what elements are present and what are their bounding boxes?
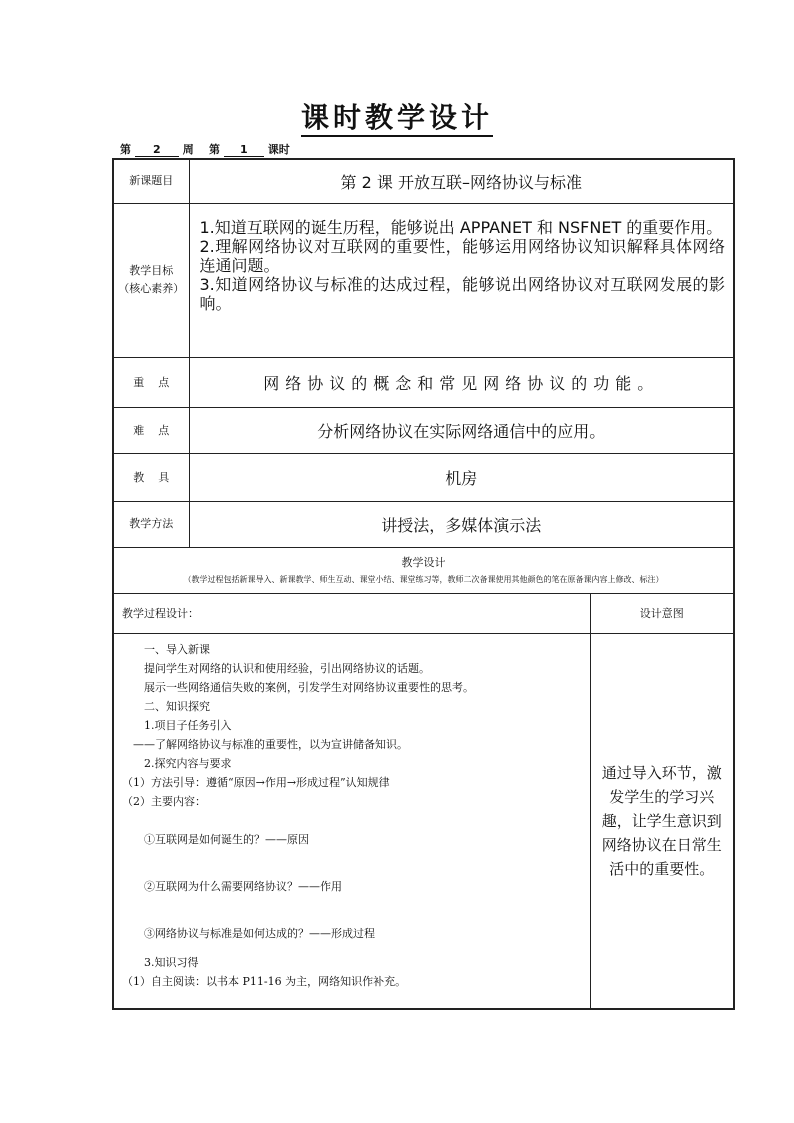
key-point-value: 网络协议的概念和常见网络协议的功能。 [189, 357, 734, 407]
intent-header: 设计意图 [590, 593, 734, 633]
row-topic [113, 159, 734, 203]
process-line: （2）主要内容： [122, 794, 206, 808]
key-point-label: 重点 [113, 357, 189, 407]
row-process-body [113, 633, 734, 1009]
method-value: 讲授法，多媒体演示法 [189, 501, 734, 547]
goal-item: 2.理解网络协议对互联网的重要性，能够运用网络协议知识解释具体网络连通问题。 [199, 236, 726, 275]
week-period-line [120, 141, 290, 157]
design-note: （教学过程包括新课导入、新课教学、师生互动、课堂小结、课堂练习等，教师二次备课使用其他颜色的笔在原备课内容上修改、标注） [183, 575, 664, 584]
design-heading-cell [113, 547, 734, 593]
process-line: 一、导入新课 [122, 642, 210, 656]
process-line: ——了解网络协议与标准的重要性，以为宣讲储备知识。 [122, 737, 408, 751]
process-line: 3.知识习得 [122, 955, 199, 969]
goals-label-line1: 教学目标 [129, 264, 174, 278]
page-title: 课时教学设计 [0, 96, 794, 136]
process-line: （1）自主阅读：以书本 P11-16 为主，网络知识作补充。 [122, 974, 407, 988]
process-line: ②互联网为什么需要网络协议？——作用 [122, 879, 342, 893]
row-process-header [113, 593, 734, 633]
row-key-point [113, 357, 734, 407]
row-goals [113, 203, 734, 357]
lesson-plan-table [112, 158, 735, 1010]
process-line: 提问学生对网络的认识和使用经验，引出网络协议的话题。 [122, 661, 430, 675]
goal-item: 3.知道网络协议与标准的达成过程，能够说出网络协议对互联网发展的影响。 [199, 274, 726, 313]
process-line: 二、知识探究 [122, 699, 210, 713]
process-content [113, 633, 590, 1009]
process-line: 展示一些网络通信失败的案例，引发学生对网络协议重要性的思考。 [122, 680, 474, 694]
method-label: 教学方法 [113, 501, 189, 547]
difficulty-value: 分析网络协议在实际网络通信中的应用。 [189, 407, 734, 453]
tools-label: 教具 [113, 453, 189, 501]
process-header: 教学过程设计： [113, 593, 590, 633]
process-line: 1.项目子任务引入 [122, 718, 232, 732]
row-design-heading [113, 547, 734, 593]
row-difficulty [113, 407, 734, 453]
tools-value: 机房 [189, 453, 734, 501]
intent-content: 通过导入环节，激发学生的学习兴趣，让学生意识到网络协议在日常生活中的重要性。 [590, 633, 734, 1009]
row-method [113, 501, 734, 547]
goals-list [189, 203, 734, 357]
period-prefix: 第 [209, 143, 221, 156]
period-suffix: 课时 [267, 143, 290, 156]
process-line: （1）方法引导：遵循“原因→作用→形成过程”认知规律 [122, 775, 390, 789]
goals-label [113, 203, 189, 357]
process-line: ①互联网是如何诞生的？——原因 [122, 832, 309, 846]
process-line: ③网络协议与标准是如何达成的？——形成过程 [122, 926, 375, 940]
goals-label-line2: （核心素养） [118, 282, 185, 295]
period-number: 1 [224, 143, 264, 157]
topic-label: 新课题目 [113, 159, 189, 203]
week-prefix: 第 [120, 143, 131, 156]
week-suffix: 周 [182, 143, 194, 156]
topic-value: 第 2 课 开放互联–网络协议与标准 [189, 159, 734, 203]
goal-item: 1.知道互联网的诞生历程，能够说出 APPANET 和 NSFNET 的重要作用。 [199, 217, 723, 237]
difficulty-label: 难点 [113, 407, 189, 453]
design-heading: 教学设计 [401, 556, 446, 569]
week-number: 2 [135, 143, 179, 157]
row-tools [113, 453, 734, 501]
process-line: 2.探究内容与要求 [122, 756, 232, 770]
